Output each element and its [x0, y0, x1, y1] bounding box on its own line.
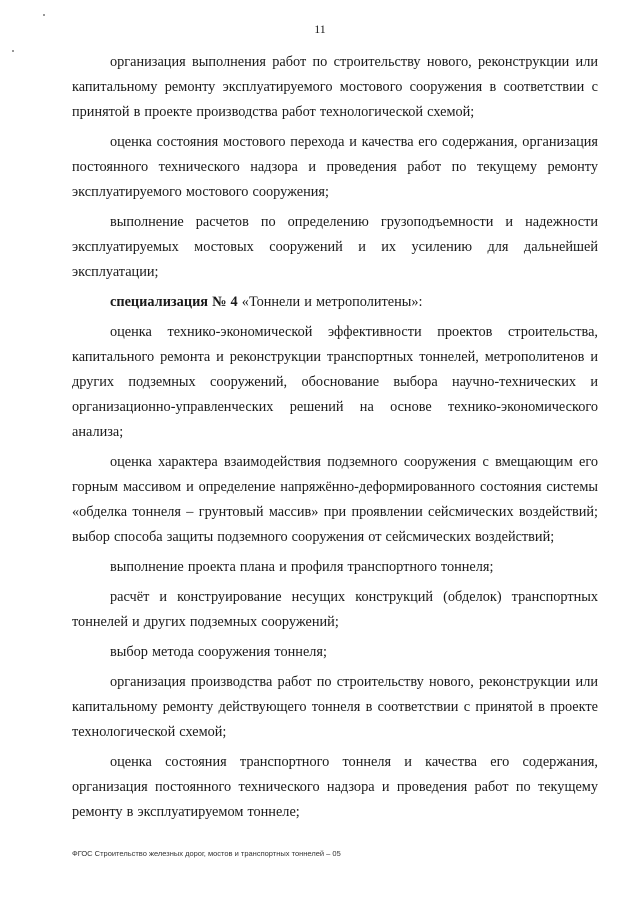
list-item: оценка состояния транспортного тоннеля и качества его содержания, организация постоянного технического надзора и проведения работ по текущему ремонту в эксплуатируемом тоннеле; [72, 754, 598, 820]
list-item: организация производства работ по строительству нового, реконструкции или капитальному ремонту действующего тоннеля в соответствии с принятой в проекте технологической схемой; [72, 674, 598, 740]
page-footer: ФГОС Строительство железных дорог, мостов и транспортных тоннелей – 05 [72, 849, 341, 858]
specialization-name: «Тоннели и метрополитены»: [241, 294, 423, 310]
document-body [72, 50, 598, 830]
paragraph: организация выполнения работ по строительству нового, реконструкции или капитальному ремонту эксплуатируемого мостового сооружения в соответствии с принятой в проекте производства работ технологической схемой; [72, 54, 598, 120]
specialization-label: специализация № 4 [110, 294, 238, 310]
paragraph: выполнение расчетов по определению грузоподъемности и надежности эксплуатируемых мостовых сооружений и их усилению для дальнейшей эксплуатации; [72, 214, 598, 280]
list-item: расчёт и конструирование несущих конструкций (обделок) транспортных тоннелей и других подземных сооружений; [72, 589, 598, 630]
list-item: оценка характера взаимодействия подземного сооружения с вмещающим его горным массивом и определение напряжённо-деформированного состояния системы «обделка тоннеля – грунтовый массив» при проявлении сейсмических воздействий; выбор способа защиты подземного сооружения от сейсмических воздействий; [72, 454, 598, 545]
specialization-heading [72, 290, 598, 315]
paragraph: оценка состояния мостового перехода и качества его содержания, организация постоянного технического надзора и проведения работ по текущему ремонту эксплуатируемого мостового сооружения; [72, 134, 598, 200]
page-number: 11 [314, 22, 326, 36]
scan-speck [43, 14, 45, 16]
list-item: оценка технико-экономической эффективности проектов строительства, капитального ремонта и реконструкции транспортных тоннелей, метрополитенов и других подземных сооружений, обоснование выбора научно-технических и организационно-управленческих решений на основе технико-экономического анализа; [72, 324, 598, 440]
list-item: выбор метода сооружения тоннеля; [110, 644, 327, 660]
scan-speck [12, 50, 14, 52]
list-item: выполнение проекта плана и профиля транспортного тоннеля; [110, 559, 494, 575]
